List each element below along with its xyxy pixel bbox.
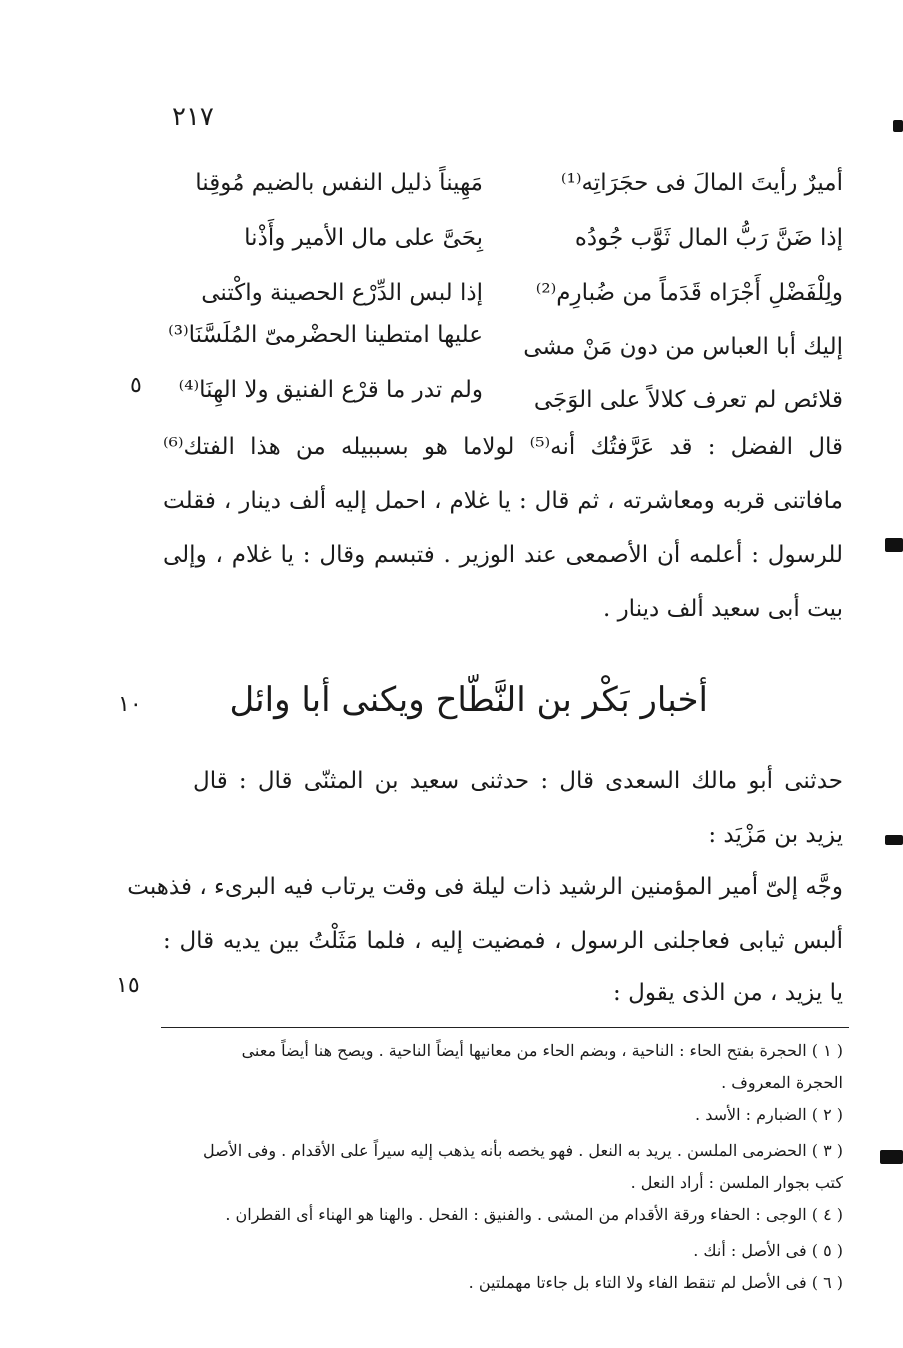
prose-2-line-1: حدثنى أبو مالك السعدى قال : حدثنى سعيد بن المثنّى قال : قال xyxy=(193,768,843,794)
margin-mark xyxy=(880,1150,903,1164)
prose-1-line-4: بيت أبى سعيد ألف دينار . xyxy=(602,596,843,622)
footnote-1-cont: الحجرة المعروف . xyxy=(721,1073,843,1092)
footnote-3: ( ٣ ) الحضرمى الملسن . يريد به النعل . فهو يخصه بأنه يذهب إليه سيراً على الأقدام . وفى الأصل xyxy=(202,1141,843,1160)
footnote-2: ( ٢ ) الضبارم : الأسد . xyxy=(695,1105,843,1124)
margin-mark xyxy=(885,538,903,552)
prose-2-line-2: يزيد بن مَزْيَد : xyxy=(708,822,843,848)
footnote-rule xyxy=(161,1027,849,1028)
verse-3-right: ولِلْفَضْلِ أَجْرَاه قَدَماً من ضُبارِم⁽²⁾ xyxy=(535,280,843,306)
margin-mark xyxy=(893,120,903,132)
page-number: ٢١٧ xyxy=(172,102,214,132)
line-number-15: ١٥ xyxy=(116,973,140,998)
verse-2-right: إذا ضَنَّ رَبُّ المال ثَوَّب جُودُه xyxy=(574,225,843,251)
footnote-5: ( ٥ ) فى الأصل : أنك . xyxy=(693,1241,843,1260)
section-heading: أخبار بَكْر بن النَّطّاح ويكنى أبا وائل xyxy=(229,680,708,720)
verse-5-left: ولم تدر ما قرْع الفنيق ولا الهِنَا⁽⁴⁾ xyxy=(178,377,483,403)
verse-1-left: مَهِيناً ذليل النفس بالضيم مُوقِنا xyxy=(195,170,483,196)
prose-2-line-4: ألبس ثيابى فعاجلنى الرسول ، فمضيت إليه ، فلما مَثَلْتُ بين يديه قال : xyxy=(163,928,843,954)
verse-4-left: عليها امتطينا الحضْرمىّ المُلَسَّنَا⁽³⁾ xyxy=(168,322,483,348)
verse-2-left: بِحَىَّ على مال الأمير وأَذْنا xyxy=(244,225,483,251)
prose-1-line-2: مافاتنى قربه ومعاشرته ، ثم قال : يا غلام ، احمل إليه ألف دينار ، فقلت xyxy=(163,488,843,514)
margin-mark xyxy=(885,835,903,845)
prose-1-line-3: للرسول : أعلمه أن الأصمعى عند الوزير . فتبسم وقال : يا غلام ، وإلى xyxy=(163,542,843,568)
footnote-1: ( ١ ) الحجرة بفتح الحاء : الناحية ، وبضم الحاء من معانيها أيضاً الناحية . ويصح هنا أيضاً معنى xyxy=(241,1041,843,1060)
prose-2-line-3: وجَّه إلىّ أمير المؤمنين الرشيد ذات ليلة فى وقت يرتاب فيه البرىء ، فذهبت xyxy=(127,874,843,900)
line-number-5: ٥ xyxy=(130,373,142,398)
verse-1-right: أميرٌ رأيتَ المالَ فى حجَرَاتِه⁽¹⁾ xyxy=(560,170,843,196)
footnote-3-cont: كتب بجوار الملسن : أراد النعل . xyxy=(630,1173,843,1192)
verse-3-left: إذا لبس الدِّرْع الحصينة واكْتنى xyxy=(201,280,483,306)
line-number-10: ١٠ xyxy=(118,692,142,717)
verse-4-right: إليك أبا العباس من دون مَنْ مشى xyxy=(523,334,843,360)
prose-1-line-1: قال الفضل : قد عَرَّفتُك أنه⁽⁵⁾ لولاما هو بسببيله من هذا الفتك⁽⁶⁾ xyxy=(163,434,843,460)
prose-2-line-5: يا يزيد ، من الذى يقول : xyxy=(613,980,843,1006)
footnote-4: ( ٤ ) الوجى : الحفاء ورقة الأقدام من المشى . والفنيق : الفحل . والهنا هو الهناء أى القطران . xyxy=(225,1205,843,1224)
verse-5-right: قلائص لم تعرف كلالاً على الوَجَى xyxy=(533,387,843,413)
footnote-6: ( ٦ ) فى الأصل لم تنقط الفاء ولا التاء بل جاءتا مهملتين . xyxy=(468,1273,843,1292)
